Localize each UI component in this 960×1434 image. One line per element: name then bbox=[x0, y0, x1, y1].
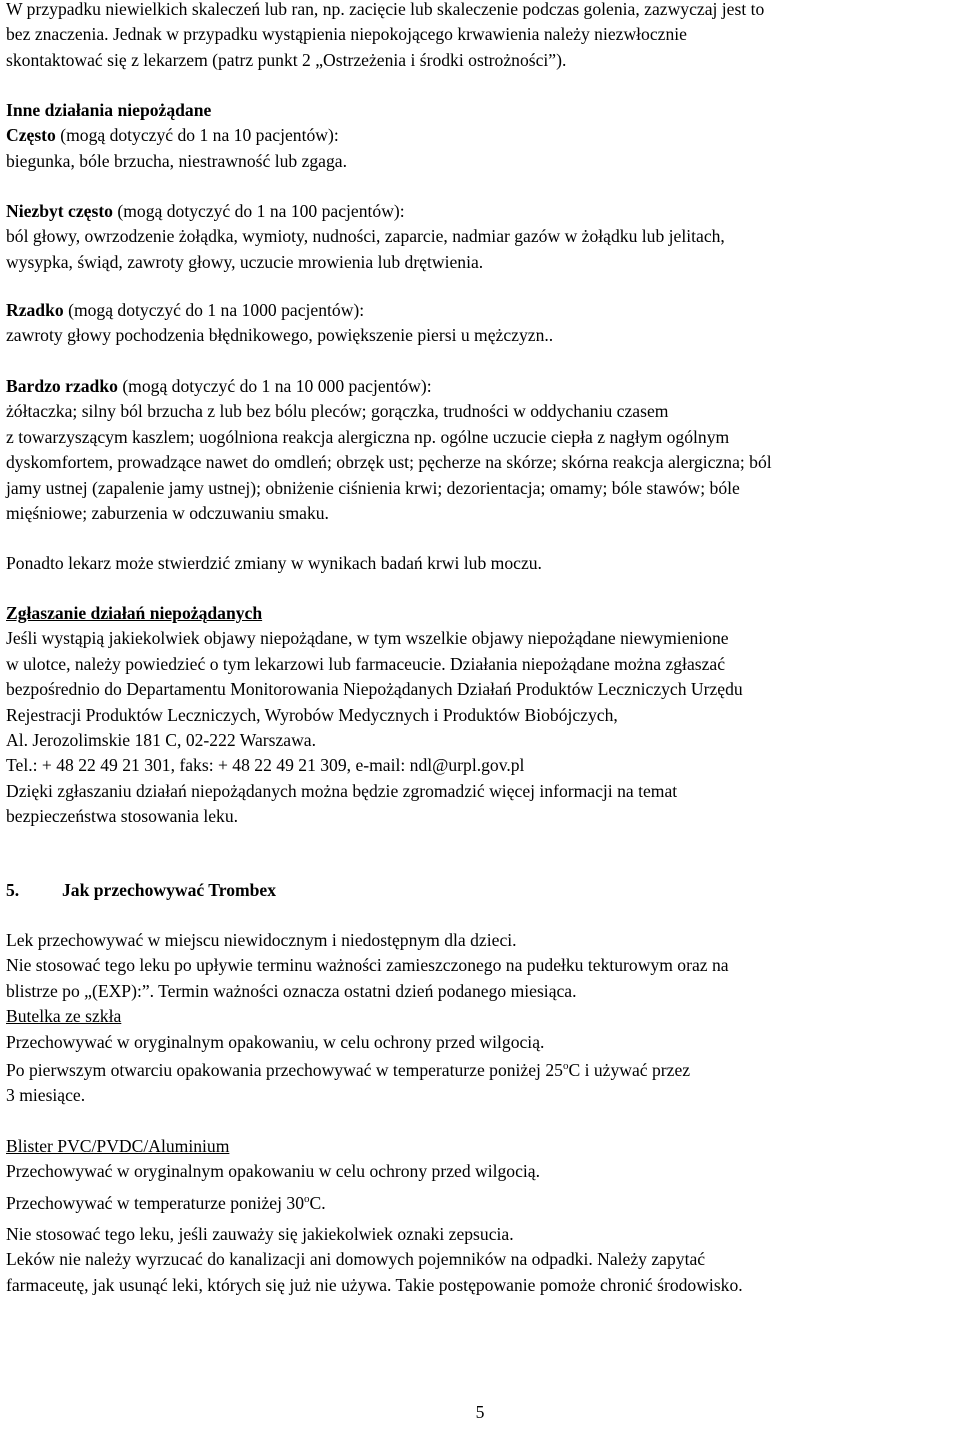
text-line: farmaceutę, jak usunąć leki, których się już nie używa. Takie postępowanie pomoże chronić środowisko. bbox=[6, 1274, 743, 1295]
text-line: zawroty głowy pochodzenia błędnikowego, powiększenie piersi u mężczyzn.. bbox=[6, 325, 554, 346]
storage-general bbox=[6, 928, 956, 1055]
text-line: bezpieczeństwa stosowania leku. bbox=[6, 806, 239, 827]
text-line: skontaktować się z lekarzem (patrz punkt 2 „Ostrzeżenia i środki ostrożności”). bbox=[6, 49, 567, 70]
frequency-line bbox=[6, 199, 956, 224]
side-effects-uncommon bbox=[6, 199, 956, 275]
text-line: Rejestracji Produktów Leczniczych, Wyrobów Medycznych i Produktów Biobójczych, bbox=[6, 704, 618, 725]
degree-sign: o bbox=[562, 1060, 569, 1072]
text-line: jamy ustnej (zapalenie jamy ustnej); obniżenie ciśnienia krwi; dezorientacja; omamy; bóle stawów; bóle bbox=[6, 477, 740, 498]
text-line: żółtaczka; silny ból brzucha z lub bez bólu pleców; gorączka, trudności w oddychaniu czasem bbox=[6, 401, 669, 422]
storage-blister-temp bbox=[6, 1191, 956, 1216]
side-effects-common bbox=[6, 98, 956, 174]
section-5-heading bbox=[6, 878, 956, 903]
frequency-label: Niezbyt często bbox=[6, 201, 113, 221]
storage-bottle-temp bbox=[6, 1058, 956, 1109]
text-line: Jeśli wystąpią jakiekolwiek objawy niepożądane, w tym wszelkie objawy niepożądane niewymienione bbox=[6, 628, 729, 649]
text-line: Al. Jerozolimskie 181 C, 02-222 Warszawa. bbox=[6, 730, 316, 751]
text-line: 3 miesiące. bbox=[6, 1085, 86, 1106]
storage-blister bbox=[6, 1134, 956, 1185]
subsection-heading: Blister PVC/PVDC/Aluminium bbox=[6, 1136, 230, 1156]
text-line: Dzięki zgłaszaniu działań niepożądanych można będzie zgromadzić więcej informacji na temat bbox=[6, 780, 678, 801]
intro-paragraph bbox=[6, 0, 956, 73]
text-line: bez znaczenia. Jednak w przypadku wystąpienia niepokojącego krwawienia należy niezwłocznie bbox=[6, 24, 687, 45]
text-segment: Po pierwszym otwarciu opakowania przechowywać w temperaturze poniżej 25 bbox=[6, 1060, 563, 1080]
section-title bbox=[6, 878, 956, 903]
frequency-range: (mogą dotyczyć do 1 na 1000 pacjentów): bbox=[63, 300, 365, 320]
text-line: Tel.: + 48 22 49 21 301, faks: + 48 22 49 21 309, e-mail: ndl@urpl.gov.pl bbox=[6, 755, 525, 776]
text-line: Przechowywać w oryginalnym opakowaniu w celu ochrony przed wilgocią. bbox=[6, 1161, 540, 1182]
frequency-label: Rzadko bbox=[6, 300, 64, 320]
text-line: wysypka, świąd, zawroty głowy, uczucie mrowienia lub drętwienia. bbox=[6, 251, 484, 272]
text-segment: C. bbox=[309, 1193, 326, 1213]
frequency-line bbox=[6, 298, 956, 323]
text-line: w ulotce, należy powiedzieć o tym lekarzowi lub farmaceucie. Działania niepożądane można zgłaszać bbox=[6, 653, 726, 674]
frequency-line bbox=[6, 374, 956, 399]
page-number: 5 bbox=[475, 1402, 485, 1422]
text-line: W przypadku niewielkich skaleczeń lub ran, np. zacięcie lub skaleczenie podczas golenia, zazwyczaj jest to bbox=[6, 0, 765, 19]
text-line: z towarzyszącym kaszlem; uogólniona reakcja alergiczna np. ogólne uczucie ciepła z nagłym ogólnym bbox=[6, 426, 730, 447]
frequency-range: (mogą dotyczyć do 1 na 100 pacjentów): bbox=[112, 201, 405, 221]
text-segment: C i używać przez bbox=[568, 1060, 691, 1080]
degree-sign: o bbox=[304, 1193, 310, 1205]
section-heading: Zgłaszanie działań niepożądanych bbox=[6, 603, 263, 623]
frequency-line bbox=[6, 123, 956, 148]
text-line bbox=[6, 1191, 956, 1216]
text-line: Przechowywać w oryginalnym opakowaniu, w celu ochrony przed wilgocią. bbox=[6, 1031, 545, 1052]
text-line: Nie stosować tego leku, jeśli zauważy się jakiekolwiek oznaki zepsucia. bbox=[6, 1224, 514, 1244]
text-line: dyskomfortem, prowadzące nawet do omdleń; obrzęk ust; pęcherze na skórze; skórna reakcja alergiczna; ból bbox=[6, 452, 772, 473]
frequency-label: Bardzo rzadko bbox=[6, 376, 118, 396]
text-line: ból głowy, owrzodzenie żołądka, wymioty, nudności, zaparcie, nadmiar gazów w żołądku lub jelitach, bbox=[6, 226, 725, 247]
subsection-heading: Butelka ze szkła bbox=[6, 1006, 122, 1027]
reporting-section bbox=[6, 601, 956, 830]
frequency-range: (mogą dotyczyć do 1 na 10 000 pacjentów): bbox=[117, 376, 432, 396]
side-effects-very-rare bbox=[6, 374, 956, 526]
text-line: blistrze po „(EXP):”. Termin ważności oznacza ostatni dzień podanego miesiąca. bbox=[6, 980, 577, 1001]
text-line: Ponadto lekarz może stwierdzić zmiany w wynikach badań krwi lub moczu. bbox=[6, 553, 542, 573]
text-line: Leków nie należy wyrzucać do kanalizacji ani domowych pojemników na odpadki. Należy zapytać bbox=[6, 1249, 706, 1270]
text-segment: Przechowywać w temperaturze poniżej 30 bbox=[6, 1193, 304, 1213]
frequency-range: (mogą dotyczyć do 1 na 10 pacjentów): bbox=[55, 125, 339, 146]
side-effects-rare bbox=[6, 298, 956, 349]
text-line: bezpośrednio do Departamentu Monitorowania Niepożądanych Działań Produktów Leczniczych Urzędu bbox=[6, 679, 743, 700]
frequency-label: Często bbox=[6, 125, 56, 146]
storage-closing bbox=[6, 1222, 956, 1298]
section-title-text: Jak przechowywać Trombex bbox=[62, 880, 277, 900]
lab-changes-paragraph bbox=[6, 551, 956, 576]
text-line: mięśniowe; zaburzenia w odczuwaniu smaku. bbox=[6, 503, 329, 524]
section-heading: Inne działania niepożądane bbox=[6, 100, 212, 120]
text-line bbox=[6, 1058, 956, 1083]
text-line: Nie stosować tego leku po upływie terminu ważności zamieszczonego na pudełku tekturowym oraz na bbox=[6, 955, 729, 976]
section-number: 5. bbox=[6, 880, 20, 900]
text-line: biegunka, bóle brzucha, niestrawność lub zgaga. bbox=[6, 150, 347, 171]
text-line: Lek przechowywać w miejscu niewidocznym i niedostępnym dla dzieci. bbox=[6, 930, 517, 950]
